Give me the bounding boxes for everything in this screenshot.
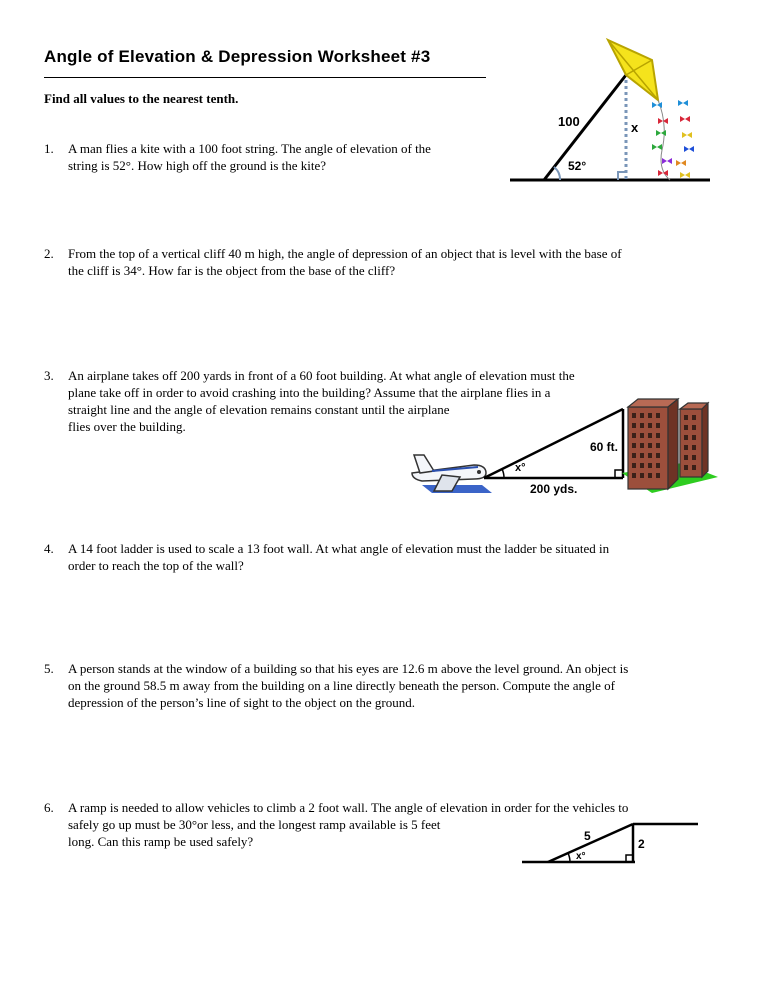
question-line: order to reach the top of the wall? — [68, 558, 244, 573]
angle-label: 52° — [568, 159, 587, 173]
question-text — [68, 660, 628, 711]
title-rule — [44, 77, 486, 78]
question-line: plane take off in order to avoid crashing into the building? Assume that the airplane flies in a — [68, 385, 551, 400]
hypotenuse-label: 100 — [558, 114, 580, 129]
question-number: 3. — [44, 368, 54, 383]
question-line: straight line and the angle of elevation remains constant until the airplane — [68, 402, 450, 417]
question-line: on the ground 58.5 m away from the building on a line directly beneath the person. Compute the angle of — [68, 678, 615, 693]
airplane-diagram — [382, 395, 722, 505]
question-line: From the top of a vertical cliff 40 m high, the angle of depression of an object that is level with the base of — [68, 246, 622, 261]
question-number: 6. — [44, 800, 54, 815]
angle-label: x° — [576, 851, 586, 862]
question-line: the cliff is 34°. How far is the object from the base of the cliff? — [68, 263, 396, 278]
angle-label: x° — [515, 462, 526, 474]
hypotenuse-label: 5 — [584, 829, 591, 843]
question-line: A person stands at the window of a building so that his eyes are 12.6 m above the level ground. An object is — [68, 661, 629, 676]
question-line: depression of the person’s line of sight to the object on the ground. — [68, 695, 415, 710]
question-line: long. Can this ramp be used safely? — [68, 834, 254, 849]
question-line: A 14 foot ladder is used to scale a 13 foot wall. At what angle of elevation must the ladder be situated in — [68, 541, 610, 556]
angle-arc — [568, 853, 570, 862]
question-text — [68, 140, 431, 174]
height-label: 2 — [638, 837, 645, 851]
instructions: Find all values to the nearest tenth. — [44, 91, 239, 106]
worksheet-title: Angle of Elevation & Depression Worksheet #3 — [44, 47, 431, 66]
question-number: 2. — [44, 246, 54, 261]
ramp-diagram — [518, 815, 702, 869]
question-text — [68, 245, 622, 279]
question-line: A man flies a kite with a 100 foot string. The angle of elevation of the — [68, 141, 431, 156]
angle-arc — [554, 167, 560, 180]
airplane-icon — [412, 455, 492, 493]
question-text — [68, 540, 609, 574]
question-number: 5. — [44, 661, 54, 676]
question-line: flies over the building. — [68, 419, 186, 434]
kite-diagram — [500, 30, 720, 190]
building-icon — [622, 399, 718, 493]
height-label: 60 ft. — [590, 440, 619, 454]
question-number: 1. — [44, 141, 54, 156]
height-label: x — [631, 120, 639, 135]
question-line: string is 52°. How high off the ground is the kite? — [68, 158, 327, 173]
question-line: An airplane takes off 200 yards in front of a 60 foot building. At what angle of elevation must the — [68, 368, 575, 383]
kite-tail-bows — [652, 100, 694, 178]
question-number: 4. — [44, 541, 54, 556]
distance-label: 200 yds. — [530, 482, 578, 496]
question-line: safely go up must be 30°or less, and the longest ramp available is 5 feet — [68, 817, 441, 832]
angle-arc — [502, 469, 504, 478]
kite-icon — [608, 40, 670, 180]
question-line: A ramp is needed to allow vehicles to climb a 2 foot wall. The angle of elevation in order for the vehicles to — [68, 800, 629, 815]
